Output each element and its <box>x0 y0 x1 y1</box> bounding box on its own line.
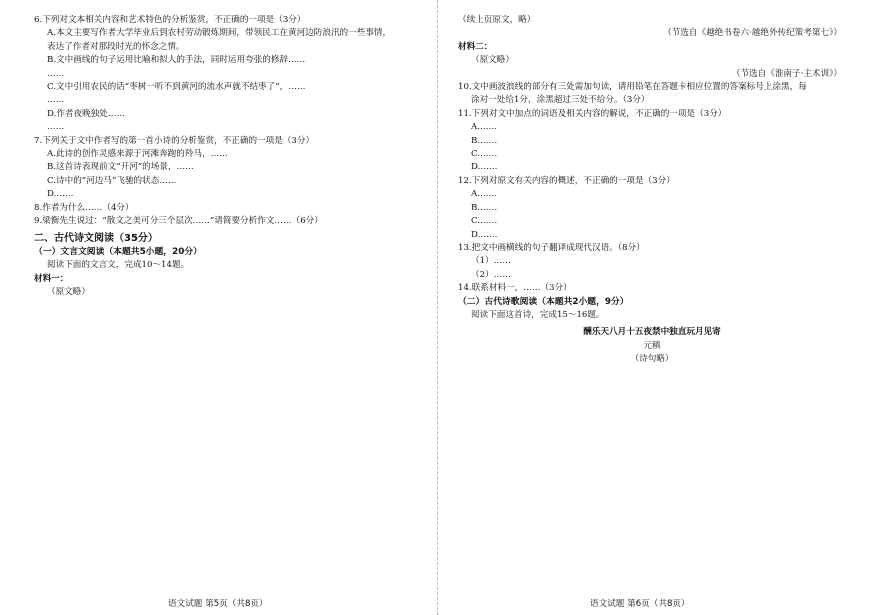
q6-option-d-cont: …… <box>47 122 65 133</box>
section-heading: 二、古代诗文阅读（35分） <box>34 232 158 244</box>
passage-continued: （续上页原文，略） <box>458 15 536 25</box>
page-divider <box>437 0 438 615</box>
right-page <box>458 14 846 367</box>
q13-sentence-1: （1）…… <box>471 256 511 267</box>
q13-stem: 13.把文中画横线的句子翻译成现代汉语。（8分） <box>458 242 645 253</box>
q6-option-d: D.作者夜晚独处…… <box>47 108 126 119</box>
q7-option-d: D.…… <box>47 189 74 200</box>
material-1-label: 材料一： <box>34 273 69 284</box>
material-1-text: （原文略） <box>47 287 90 298</box>
material-2-label: 材料二： <box>458 41 493 52</box>
q12-option-d: D.…… <box>471 229 498 240</box>
q13-sentence-2: （2）…… <box>471 269 511 280</box>
question-11 <box>458 108 846 175</box>
q6-stem: 6.下列对文本相关内容和艺术特色的分析鉴赏，不正确的一项是（3分） <box>34 15 306 25</box>
q6-option-a: A.本文主要写作者大学毕业后到农村劳动锻炼期间，带领民工在黄河边防浪汛的一些事情， <box>47 28 392 39</box>
q11-option-a: A.…… <box>471 122 498 133</box>
subsection-heading-2: （二）古代诗歌阅读（本题共2小题，9分） <box>458 296 629 307</box>
question-10 <box>458 81 846 108</box>
question-6 <box>34 14 419 135</box>
question-8: 8.作者为什么……（4分） <box>34 202 134 213</box>
q7-option-b: B.这首诗表现前文“开河”的场景，…… <box>47 162 194 173</box>
subsection-heading: （一）文言文阅读（本题共5小题，20分） <box>34 246 202 257</box>
q11-option-c: C.…… <box>471 149 498 160</box>
q6-option-b-cont: …… <box>47 68 65 79</box>
poem-lines: （诗句略） <box>630 354 674 365</box>
question-12 <box>458 175 846 242</box>
q12-option-c: C.…… <box>471 216 498 227</box>
poem-author: 元稹 <box>643 340 661 351</box>
q12-option-a: A.…… <box>471 189 498 200</box>
q12-option-b: B.…… <box>471 202 498 213</box>
q7-option-a: A.此诗的创作灵感来源于河滩奔跑的羚马，…… <box>47 149 228 160</box>
question-7 <box>34 135 419 202</box>
page-footer-left: 语文试题 第5页（共8页） <box>168 599 268 609</box>
q6-option-a-cont: 表达了作者对那段时光的怀念之情。 <box>47 41 185 52</box>
q10-stem-cont: 涂对一处给1分，涂黑超过三处不给分。（3分） <box>471 95 650 106</box>
left-page <box>34 14 419 300</box>
source-note-2: （节选自《淮南子·主术训》） <box>731 68 842 79</box>
question-14: 14.联系材料一，……（3分） <box>458 283 572 294</box>
subsection-intro: 阅读下面的文言文，完成10～14题。 <box>47 260 190 271</box>
q12-stem: 12.下列对原文有关内容的概述，不正确的一项是（3分） <box>458 175 675 186</box>
q7-option-c: C.诗中的“河边马”飞驰的状态…… <box>47 175 177 186</box>
question-9: 9.梁衡先生说过：“散文之美可分三个层次……”请简要分析作文……（6分） <box>34 216 323 227</box>
page-footer-right: 语文试题 第6页（共8页） <box>590 599 690 609</box>
q11-stem: 11.下列对文中加点的词语及相关内容的解说，不正确的一项是（3分） <box>458 108 727 119</box>
material-2-text: （原文略） <box>471 55 514 66</box>
q10-stem: 10.文中画波浪线的部分有三处需加句读，请用铅笔在答题卡相应位置的答案标号上涂黑，每 <box>458 82 807 93</box>
q11-option-d: D.…… <box>471 162 498 173</box>
question-13 <box>458 242 846 282</box>
poem-title: 酬乐天八月十五夜禁中独直玩月见寄 <box>583 327 721 338</box>
q6-option-c-cont: …… <box>47 95 65 106</box>
source-note-1: （节选自《越绝书卷六·越绝外传纪策考第七》） <box>663 28 842 39</box>
subsection-intro-2: 阅读下面这首诗，完成15～16题。 <box>471 309 605 320</box>
q7-stem: 7.下列关于文中作者写的第一首小诗的分析鉴赏，不正确的一项是（3分） <box>34 135 315 146</box>
q11-option-b: B.…… <box>471 135 498 146</box>
q6-option-c: C.文中引用农民的话“枣树一听不到黄河的流水声就不结枣了”，…… <box>47 82 306 93</box>
q6-option-b: B.文中画线的句子运用比喻和拟人的手法，同时运用夸张的修辞…… <box>47 55 306 66</box>
